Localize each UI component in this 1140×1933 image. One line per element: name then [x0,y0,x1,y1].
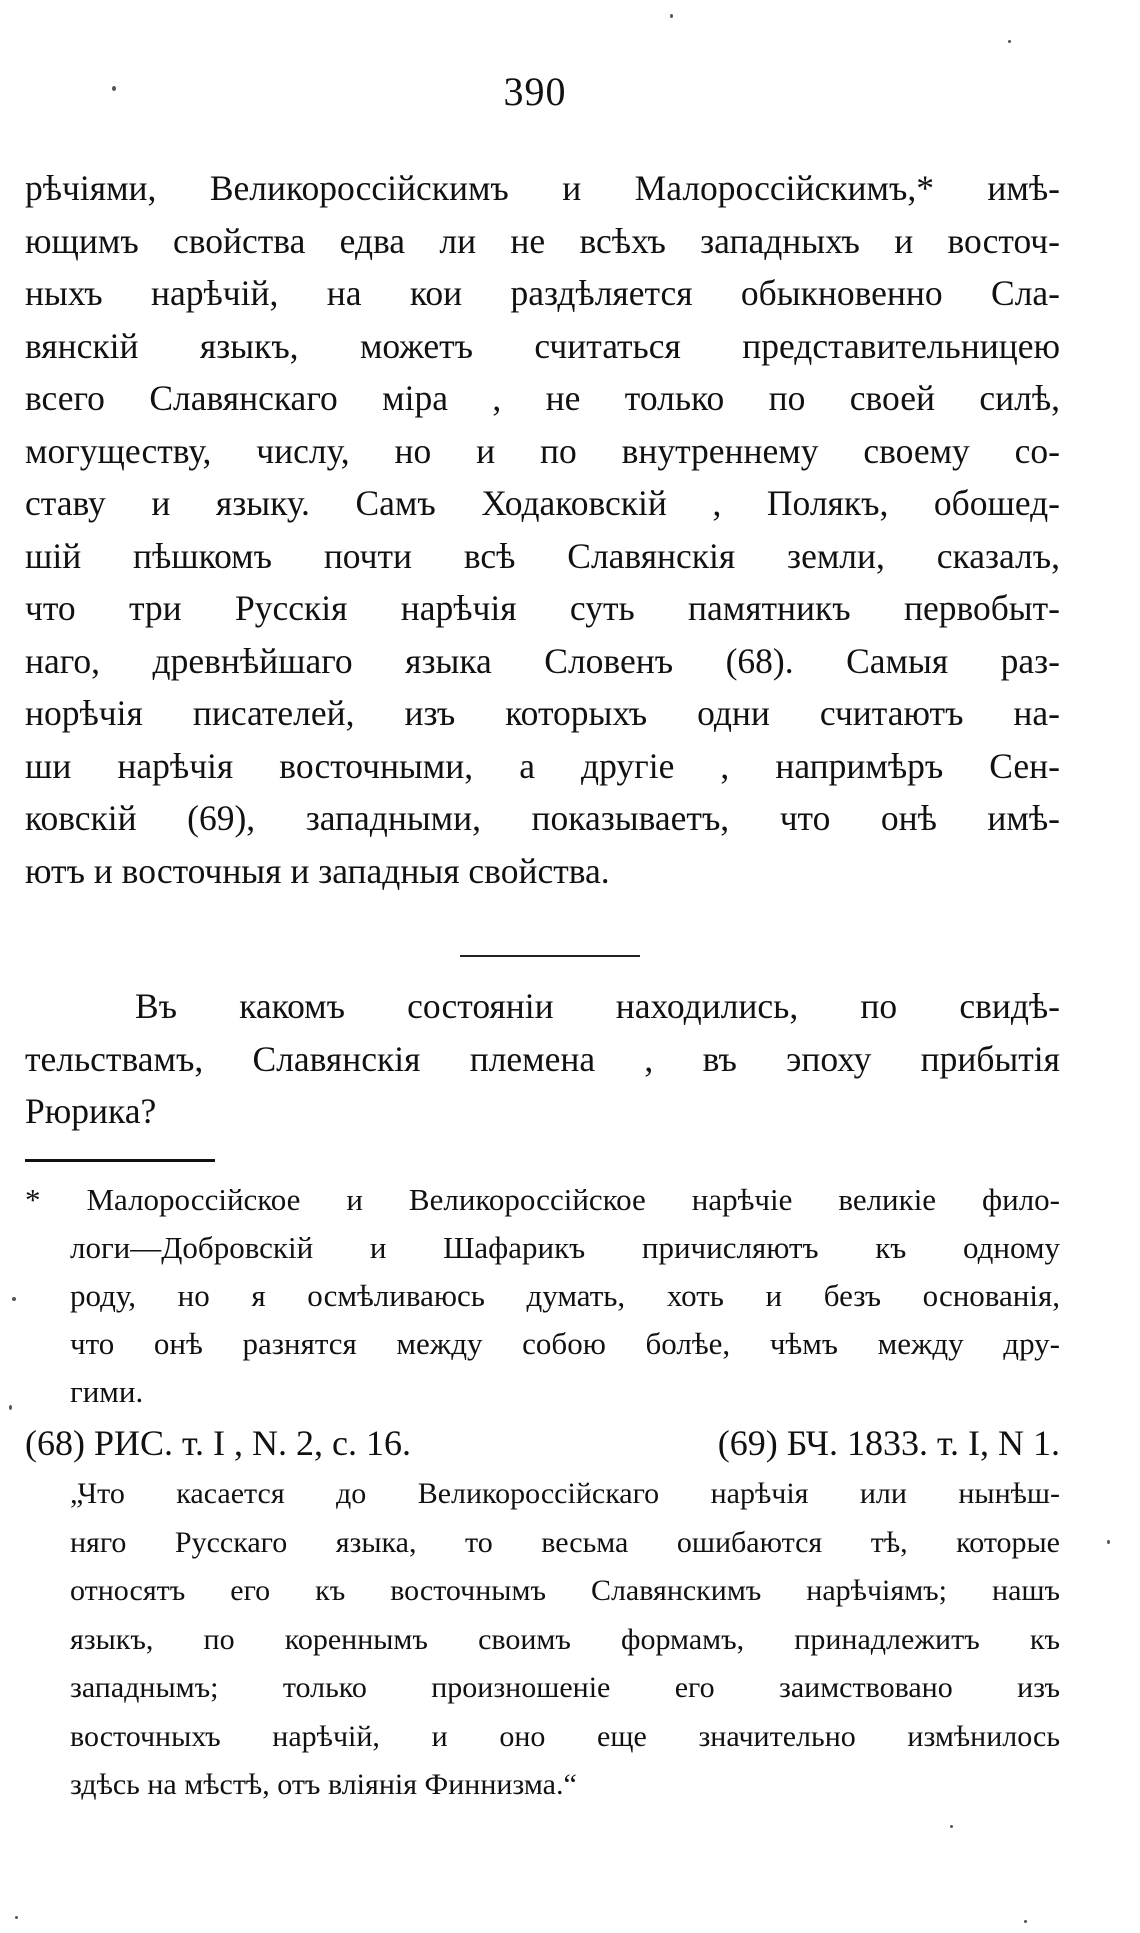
text-line: ставу и языку. Самъ Ходаковскій , Полякъ, обошед- [25,483,1060,523]
text-line: ши нарѣчія восточными, а другіе , напримѣръ Сен- [25,745,1060,786]
text-line: тельствамъ, Славянскія племена , въ эпоху прибытія [25,1038,1060,1079]
footnote-line: гими. [70,1374,144,1409]
scan-speck [9,1405,12,1410]
text-line: ютъ и восточныя и западныя свойства. [25,850,610,891]
text-line: ковскій (69), западными, показываетъ, что онѣ имѣ- [25,798,1060,838]
footnote-rule [25,1159,215,1162]
text-line: норѣчія писателей, изъ которыхъ одни считаютъ на- [25,693,1060,733]
quote-line: „Что касается до Великороссійскаго нарѣчія или нынѣш- [70,1477,1060,1510]
text-line: наго, древнѣйшаго языка Словенъ (68). Самыя раз- [25,640,1060,681]
scan-speck [950,1825,953,1828]
footnote [25,1176,1060,1416]
text-line: вянскій языкъ, можетъ считаться представительницею [25,325,1060,366]
quote-line: относятъ его къ восточнымъ Славянскимъ нарѣчіямъ; нашъ [70,1574,1060,1607]
reference-68: (68) РИС. т. I , N. 2, с. 16. [25,1423,411,1463]
scan-speck [1008,40,1011,43]
scan-speck [12,1297,16,1301]
reference-69: (69) БЧ. 1833. т. I, N 1. [717,1423,1060,1463]
quote-line: западнымъ; только произношеніе его заимствовано изъ [70,1671,1060,1704]
scan-speck [1024,1920,1027,1923]
main-paragraph [25,162,1060,897]
scan-speck [670,14,673,18]
scan-speck [1107,1540,1110,1544]
references-line [25,1418,1060,1468]
text-line: что три Русскія нарѣчія суть памятникъ первобыт- [25,588,1060,628]
scan-speck [15,1916,18,1919]
section-separator [460,955,640,957]
text-line: шій пѣшкомъ почти всѣ Славянскія земли, сказалъ, [25,535,1060,576]
quote-block [70,1470,1060,1810]
scan-speck [112,86,116,91]
quote-line: восточныхъ нарѣчій, и оно еще значительно измѣнилось [70,1719,1060,1753]
text-line: ющимъ свойства едва ли не всѣхъ западныхъ и восточ- [25,220,1060,261]
text-line: рѣчіями, Великороссійскимъ и Малороссійскимъ,* имѣ- [25,168,1060,208]
footnote-line: что онѣ разнятся между собою болѣе, чѣмъ между дру- [70,1326,1060,1361]
text-line: Въ какомъ состояніи находились, по свидѣ- [135,986,1060,1026]
quote-line: языкъ, по кореннымъ своимъ формамъ, принадлежитъ къ [70,1622,1060,1656]
footnote-line: логи—Добровскій и Шафарикъ причисляютъ къ одному [70,1230,1060,1265]
footnote-marker: * [25,1182,41,1217]
text-line: всего Славянскаго міра , не только по своей силѣ, [25,378,1060,418]
quote-line: здѣсь на мѣстѣ, отъ вліянія Финнизма.“ [70,1768,577,1801]
footnote-line: роду, но я осмѣливаюсь думать, хоть и безъ основанія, [70,1278,1060,1313]
footnote-line: * Малороссійское и Великороссійское нарѣчіе великіе фило- [25,1182,1060,1217]
text-line: Рюрика? [25,1091,157,1131]
text-line: могуществу, числу, но и по внутреннему своему со- [25,430,1060,471]
question-paragraph [25,980,1060,1138]
text-line: ныхъ нарѣчій, на кои раздѣляется обыкновенно Сла- [25,273,1060,313]
quote-line: няго Русскаго языка, то весьма ошибаются тѣ, которые [70,1525,1060,1559]
page-number: 390 [503,69,567,114]
